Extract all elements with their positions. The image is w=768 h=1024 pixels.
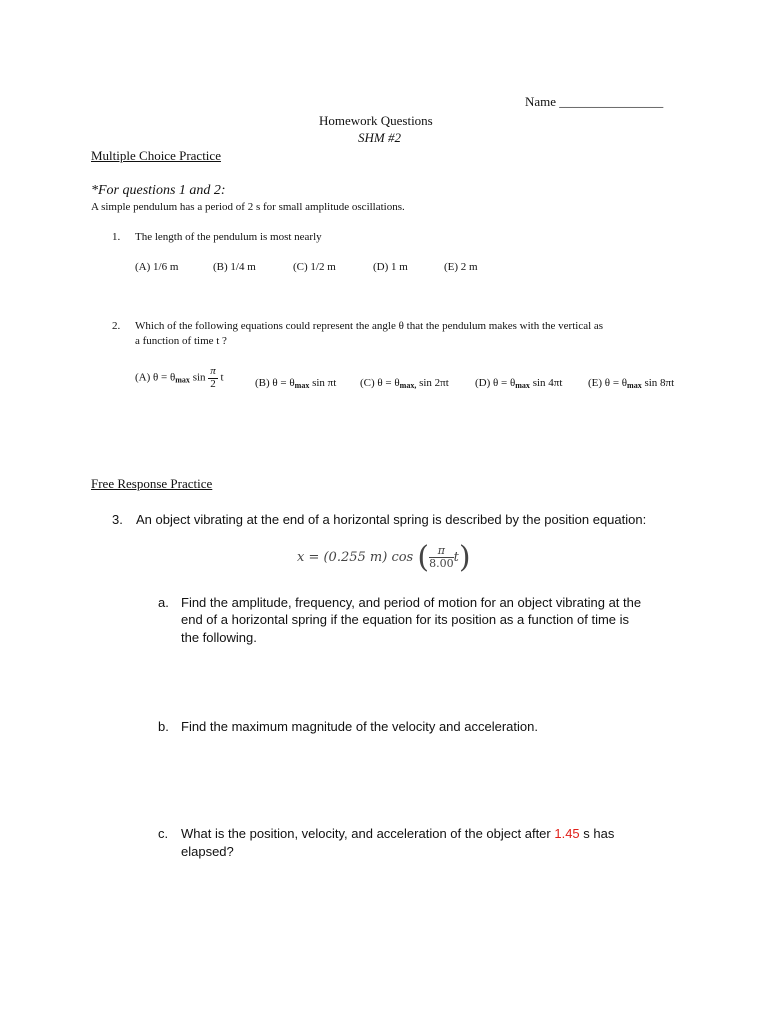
q1-choice-a: (A) 1/6 m <box>135 261 179 273</box>
fr-heading: Free Response Practice <box>91 476 213 491</box>
equation-fraction: $\frac{\pi}{8.00}$ <box>429 543 454 570</box>
q3c-line1: What is the position, velocity, and acceleration of the object after 1.45 s has <box>181 826 615 841</box>
position-equation: x = (0.255 m) cos ( $\frac{\pi}{8.00}$ t) <box>297 540 471 575</box>
q2-choice-a: (A) $\theta = \theta_{max}$ sin $\frac{\pi}{2}$ t <box>135 365 224 390</box>
q1-choice-e: (E) 2 m <box>444 261 478 273</box>
q3c-time-value: 1.45 <box>554 826 580 841</box>
q2-text-line2: a function of time t ? <box>135 335 227 347</box>
q2-choice-b: (B) $\theta = \theta_{max}$ sin πt <box>255 377 337 390</box>
mc-intro-italic: *For questions 1 and 2: <box>91 183 226 198</box>
q1-text: The length of the pendulum is most nearly <box>135 231 322 243</box>
q2-text-line1: Which of the following equations could represent the angle θ that the pendulum makes with the vertical as <box>135 320 604 332</box>
q1-number: 1. <box>112 231 121 243</box>
name-blank: ________________ <box>559 94 664 109</box>
q3b-letter: b. <box>158 719 169 734</box>
q1-choice-d: (D) 1 m <box>373 261 408 273</box>
name-label: Name <box>525 94 557 109</box>
q3b-text: Find the maximum magnitude of the velocity and acceleration. <box>181 719 538 734</box>
q3a-line1: Find the amplitude, frequency, and period of motion for an object vibrating at the <box>181 595 642 610</box>
q1-choice-b: (B) 1/4 m <box>213 261 256 273</box>
q2-choice-e: (E) $\theta = \theta_{max}$ sin 8πt <box>588 377 675 390</box>
page-title: Homework Questions <box>319 113 433 128</box>
q2-number: 2. <box>112 320 121 332</box>
page-subtitle: SHM #2 <box>358 130 401 145</box>
q2-choice-c: (C) $\theta = \theta_{max,}$ sin 2πt <box>360 377 449 390</box>
q3-text: An object vibrating at the end of a horizontal spring is described by the position equation: <box>136 512 647 527</box>
name-field <box>525 94 663 110</box>
q2-choice-d: (D) $\theta = \theta_{max}$ sin 4πt <box>475 377 563 390</box>
q3a-line3: the following. <box>181 630 257 645</box>
q3-number: 3. <box>112 512 123 527</box>
q3c-letter: c. <box>158 826 169 841</box>
q3a-line2: end of a horizontal spring if the equation for its position as a function of time is <box>181 612 630 627</box>
mc-intro-text: A simple pendulum has a period of 2 s for small amplitude oscillations. <box>91 201 405 213</box>
q3c-line2: elapsed? <box>181 844 234 859</box>
q3a-letter: a. <box>158 595 169 610</box>
mc-heading: Multiple Choice Practice <box>91 148 221 163</box>
q2-a-fraction: $\frac{\pi}{2}$ <box>210 365 216 390</box>
q1-choice-c: (C) 1/2 m <box>293 261 336 273</box>
